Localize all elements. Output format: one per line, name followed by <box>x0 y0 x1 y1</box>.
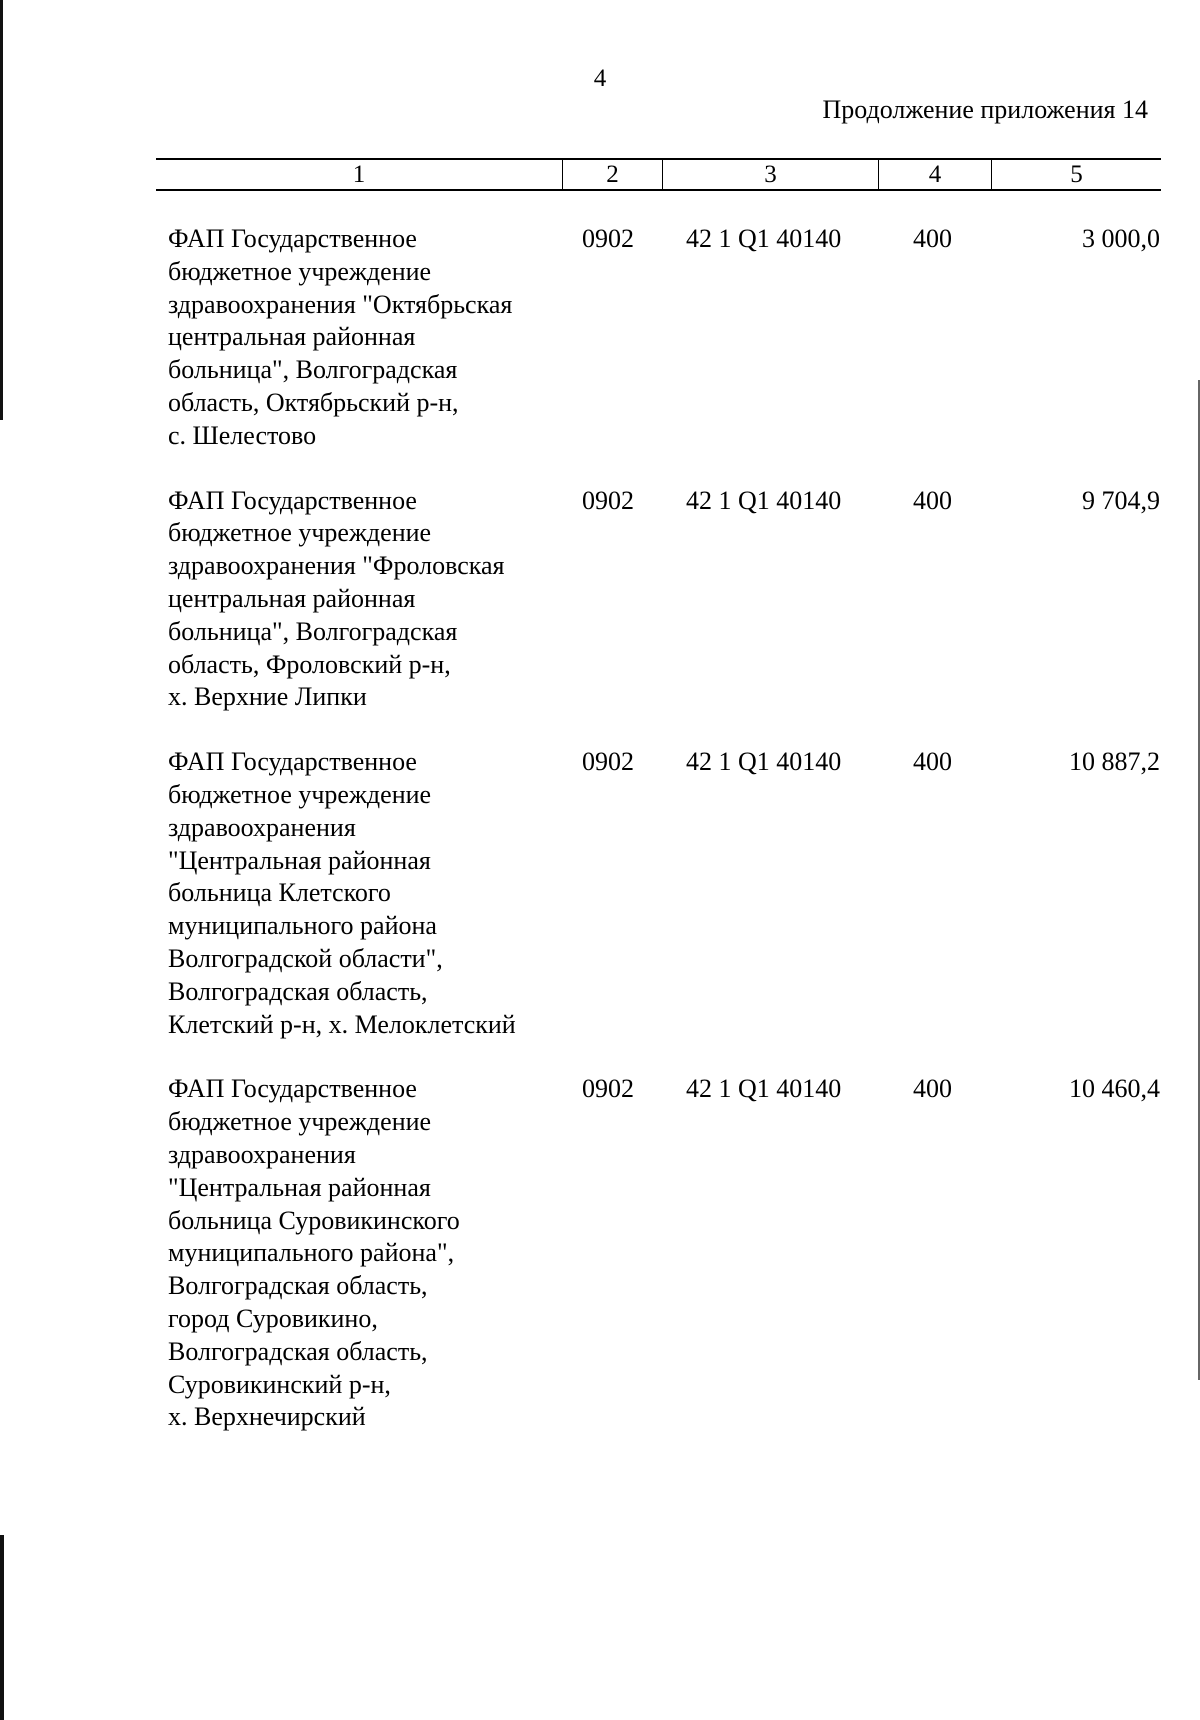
facility-name-line: Волгоградская область, <box>168 976 428 1006</box>
facility-name-line: бюджетное учреждение <box>168 1107 432 1137</box>
facility-name-line: больница Клетского <box>168 878 391 908</box>
column-header-2: 2 <box>562 160 662 189</box>
facility-name-line: Суровикинский р-н, <box>168 1369 391 1399</box>
section-code-cell: 0902 <box>582 747 634 777</box>
table-row <box>156 746 1161 1041</box>
facility-name-line: х. Верхние Липки <box>168 682 367 712</box>
expense-type-cell: 400 <box>913 485 952 515</box>
facility-name-line: муниципального района <box>168 911 437 941</box>
scan-edge-mark-top <box>0 0 3 420</box>
facility-name-line: город Суровикино, <box>168 1303 378 1333</box>
facility-name-line: область, Фроловский р-н, <box>168 649 451 679</box>
appendix-continuation-label: Продолжение приложения 14 <box>822 95 1148 124</box>
amount-cell: 3 000,0 <box>1082 224 1160 253</box>
facility-name-line: здравоохранения "Октябрьская <box>168 289 513 319</box>
facility-name-line: здравоохранения "Фроловская <box>168 551 505 581</box>
facility-name-line: бюджетное учреждение <box>168 779 432 809</box>
target-article-cell: 42 1 Q1 40140 <box>686 224 842 253</box>
facility-name-line: Волгоградская область, <box>168 1271 428 1301</box>
facility-name-cell <box>156 485 566 715</box>
table-row <box>156 1073 1161 1434</box>
facility-name-line: бюджетное учреждение <box>168 518 432 548</box>
target-article-cell: 42 1 Q1 40140 <box>686 485 842 515</box>
facility-name-line: больница Суровикинского <box>168 1205 460 1235</box>
amount-cell: 9 704,9 <box>1082 485 1160 515</box>
target-article-cell: 42 1 Q1 40140 <box>686 747 842 777</box>
facility-name-cell <box>156 1073 566 1434</box>
amount-cell: 10 460,4 <box>1069 1074 1160 1104</box>
section-code-cell: 0902 <box>582 485 634 515</box>
facility-name-line: здравоохранения <box>168 1139 356 1169</box>
expense-type-cell: 400 <box>913 747 952 777</box>
table-body <box>156 223 1161 1434</box>
expense-type-cell: 400 <box>913 1074 952 1104</box>
facility-name-line: Волгоградская область, <box>168 1336 428 1366</box>
facility-name-cell <box>156 223 566 453</box>
expense-type-cell: 400 <box>913 224 952 253</box>
facility-name-line: Волгоградской области", <box>168 943 443 973</box>
facility-name-cell <box>156 746 566 1041</box>
target-article-cell: 42 1 Q1 40140 <box>686 1074 842 1104</box>
facility-name-line: ФАП Государственное <box>168 1074 417 1104</box>
facility-name-line: бюджетное учреждение <box>168 256 432 286</box>
facility-name-line: ФАП Государственное <box>168 485 417 515</box>
section-code-cell: 0902 <box>582 1074 634 1104</box>
facility-name-line: "Центральная районная <box>168 1172 431 1202</box>
column-header-1: 1 <box>352 161 366 188</box>
scan-edge-mark-bottom <box>0 1535 4 1720</box>
section-code-cell: 0902 <box>582 224 634 253</box>
facility-name-line: х. Верхнечирский <box>168 1402 366 1432</box>
facility-name-line: ФАП Государственное <box>168 747 417 777</box>
facility-name-line: больница", Волгоградская <box>168 355 458 385</box>
facility-name-line: область, Октябрьский р-н, <box>168 387 459 417</box>
table-row <box>156 223 1161 453</box>
amount-cell: 10 887,2 <box>1069 747 1160 777</box>
table-header-row <box>156 158 1161 191</box>
facility-name-line: "Центральная районная <box>168 845 431 875</box>
table-row <box>156 485 1161 715</box>
facility-name-line: с. Шелестово <box>168 420 317 450</box>
facility-name-line: ФАП Государственное <box>168 224 417 253</box>
facility-name-line: центральная районная <box>168 322 416 352</box>
column-header-4: 4 <box>878 160 991 189</box>
facility-name-line: здравоохранения <box>168 812 356 842</box>
page-number: 4 <box>593 65 607 92</box>
column-header-3: 3 <box>662 160 878 189</box>
column-header-5: 5 <box>991 160 1161 189</box>
facility-name-line: больница", Волгоградская <box>168 616 458 646</box>
facility-name-line: центральная районная <box>168 583 416 613</box>
facility-name-line: муниципального района", <box>168 1238 455 1268</box>
facility-name-line: Клетский р-н, х. Мелоклетский <box>168 1009 516 1039</box>
